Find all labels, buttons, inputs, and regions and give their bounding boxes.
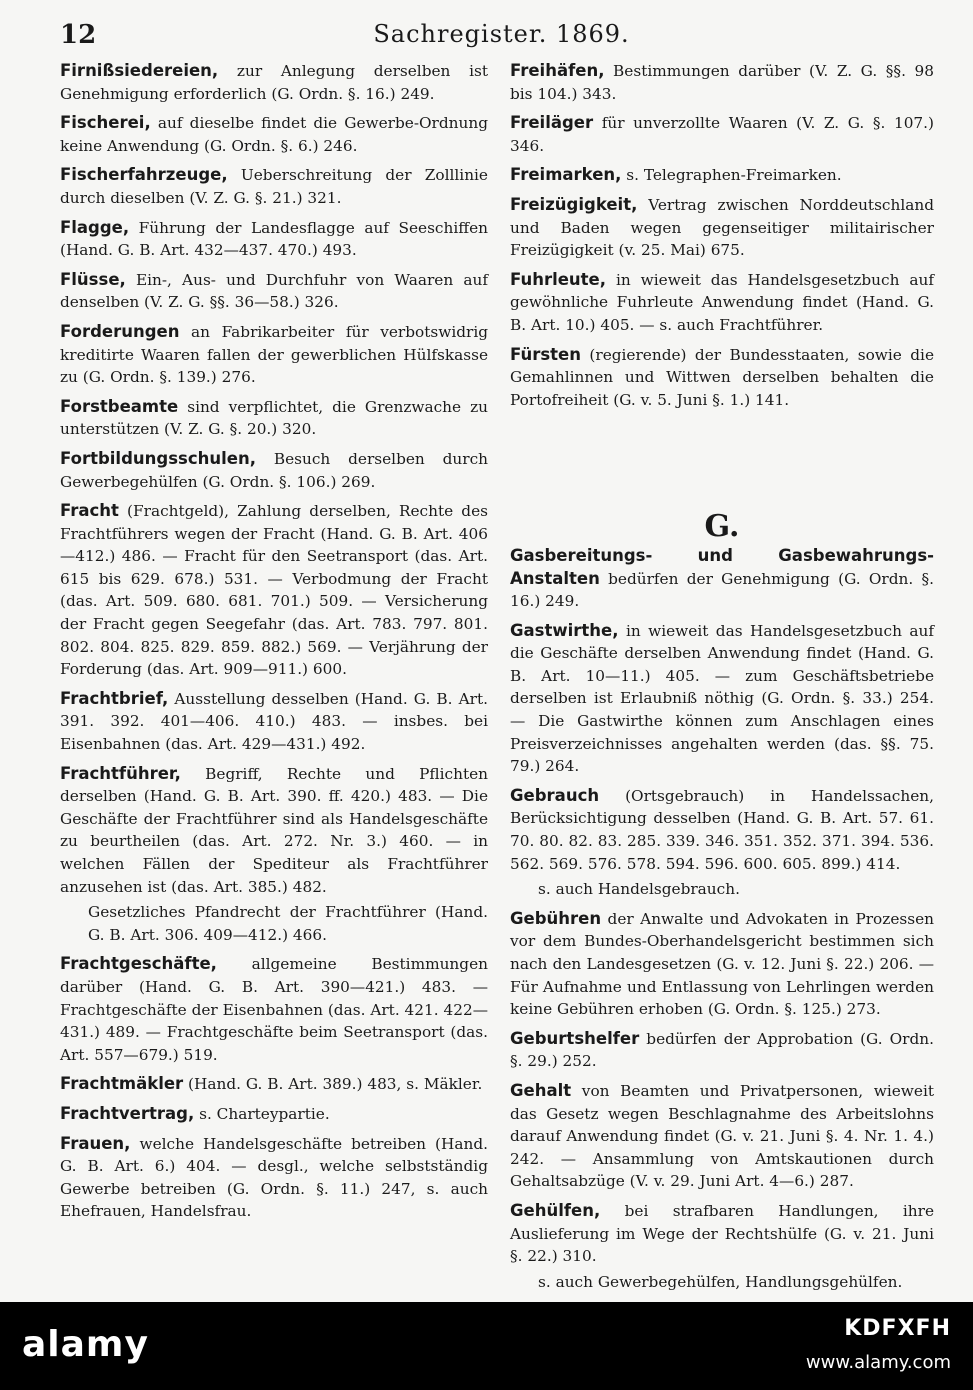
entry-keyword: Frauen,: [60, 1133, 131, 1153]
entry-text: Führung der Landesflagge auf Seeschiffen (Hand. G. B. Art. 432—437. 470.) 493.: [60, 218, 488, 260]
index-entry: [60, 217, 488, 262]
entry-text: zur Anlegung derselben ist Genehmigung erforderlich (G. Ordn. §. 16.) 249.: [60, 62, 488, 103]
left-column: [60, 60, 488, 1230]
index-entry: [510, 112, 934, 157]
index-entry: [510, 545, 934, 613]
right-entries-f: [510, 60, 934, 411]
entry-keyword: Fuhrleute,: [510, 269, 607, 289]
entry-text: s. auch Handelsgebrauch.: [538, 880, 740, 899]
entry-keyword: Flagge,: [60, 217, 130, 237]
entry-text: von Beamten und Privatpersonen, wieweit das Gesetz wegen Beschlagnahme des Arbeitslohns darauf Anwendung findet (G. v. 21. Juni §. 4. Nr. 1. 4.) 242. — Ansammlung von Amtskautionen durch Gehaltsabzüge (V. v. 29. Juni Art. 4—6.) 287.: [510, 1081, 934, 1191]
right-column: [510, 60, 934, 1323]
entry-keyword: Fischerfahrzeuge,: [60, 165, 228, 185]
index-entry: [60, 396, 488, 441]
index-entry: [510, 878, 934, 901]
entry-text: Gesetzliches Pfandrecht der Frachtführer (Hand. G. B. Art. 306. 409—412.) 466.: [88, 903, 488, 944]
entry-text: Besuch derselben durch Gewerbegehülfen (G. Ordn. §. 106.) 269.: [60, 449, 488, 491]
entry-keyword: Freimarken,: [510, 165, 622, 185]
entry-keyword: Frachtvertrag,: [60, 1103, 195, 1123]
index-entry: [60, 1133, 488, 1223]
entry-keyword: Gastwirthe,: [510, 620, 619, 640]
index-entry: [60, 60, 488, 105]
running-head: [60, 18, 943, 54]
entry-keyword: Gebrauch: [510, 785, 600, 805]
entry-text: bedürfen der Approbation (G. Ordn. §. 29.) 252.: [510, 1029, 934, 1071]
entry-keyword: Freihäfen,: [510, 61, 605, 80]
entry-text: an Fabrikarbeiter für verbotswidrig kreditirte Waaren fallen der gewerblichen Hülfskasse zu (G. Ordn. §. 139.) 276.: [60, 322, 488, 387]
entry-text: in wieweit das Handelsgesetzbuch auf gewöhnliche Fuhrleute Anwendung findet (Hand. G. B. Art. 10.) 405. — s. auch Frachtführer.: [510, 270, 934, 334]
index-entry: [510, 164, 934, 187]
entry-text: in wieweit das Handelsgesetzbuch auf die Geschäfte derselben Anwendung findet (Hand. G. B. Art. 10—11.) 405. — zum Geschäftsbetriebe derselben ist Erlaubniß nöthig (G. Ordn. §. 33.) 254. — Die Gastwirthe können zum Anschlagen eines Preisverzeichnisses angehalten werden (das. §§. 75. 79.) 264.: [510, 621, 934, 776]
entry-text: sind verpflichtet, die Grenzwache zu unterstützen (V. Z. G. §. 20.) 320.: [60, 397, 488, 439]
index-entry: [510, 908, 934, 1021]
entry-text: bei strafbaren Handlungen, ihre Auslieferung im Wege der Rechtshülfe (G. v. 21. Juni §. 22.) 310.: [510, 1201, 934, 1266]
index-entry: [60, 164, 488, 209]
entry-keyword: Geburtshelfer: [510, 1028, 640, 1048]
entry-keyword: Freizügigkeit,: [510, 194, 638, 214]
entry-text: s. auch Gewerbegehülfen, Handlungsgehülfen.: [538, 1272, 903, 1291]
index-entry: [60, 1103, 488, 1126]
watermark-code: KDFXFH: [844, 1316, 951, 1341]
entry-keyword: Fischerei,: [60, 113, 151, 133]
entry-keyword: Freiläger: [510, 113, 594, 133]
entry-keyword: Frachtführer,: [60, 763, 181, 783]
entry-text: s. Charteypartie.: [194, 1104, 330, 1123]
entry-text: der Anwalte und Advokaten in Prozessen vor dem Bundes-Oberhandelsgericht bestimmen sich nach den Landesgesetzen (G. v. 12. Juni §. 22.) 206. — Für Aufnahme und Entlassung von Lehrlingen werden keine Gebühren erhoben (G. Ordn. §. 125.) 273.: [510, 909, 934, 1019]
index-entry: [60, 269, 488, 314]
index-entry: [510, 785, 934, 875]
entry-text: Bestimmungen darüber (V. Z. G. §§. 98 bis 104.) 343.: [510, 62, 934, 103]
page-title: Sachregister. 1869.: [373, 20, 630, 48]
entry-text: (Hand. G. B. Art. 389.) 483, s. Mäkler.: [183, 1075, 483, 1094]
index-entry: [510, 1271, 934, 1294]
entry-keyword: Flüsse,: [60, 269, 126, 289]
index-entry: [510, 60, 934, 105]
entry-keyword: Forstbeamte: [60, 396, 179, 416]
letter-heading: G.: [704, 509, 740, 545]
index-entry: [60, 763, 488, 899]
index-entry: [60, 901, 488, 946]
entry-text: bedürfen der Genehmigung (G. Ordn. §. 16.) 249.: [510, 569, 934, 611]
index-entry: [510, 269, 934, 337]
entry-text: Ueberschreitung der Zolllinie durch dieselben (V. Z. G. §. 21.) 321.: [60, 166, 488, 207]
index-entry: [510, 1028, 934, 1073]
entry-text: auf dieselbe findet die Gewerbe-Ordnung keine Anwendung (G. Ordn. §. 6.) 246.: [60, 114, 488, 155]
index-entry: [60, 953, 488, 1066]
entry-keyword: Gebühren: [510, 908, 602, 928]
entry-text: Begriff, Rechte und Pflichten derselben (Hand. G. B. Art. 390. ff. 420.) 483. — Die Geschäfte der Frachtführer sind als Handelsgeschäfte zu beurtheilen (das. Art. 272. Nr. 3.) 460. — in welchen Fällen der Spediteur als Frachtführer anzusehen ist (das. Art. 385.) 482.: [60, 764, 488, 896]
entry-text: (regierende) der Bundesstaaten, sowie die Gemahlinnen und Wittwen derselben behalten die Portofreiheit (G. v. 5. Juni §. 1.) 141.: [510, 345, 934, 409]
entry-text: Ausstellung desselben (Hand. G. B. Art. 391. 392. 401—406. 410.) 483. — insbes. bei Eisenbahnen (das. Art. 429—431.) 492.: [60, 689, 488, 754]
watermark-bar: [0, 1302, 973, 1390]
entry-text: (Frachtgeld), Zahlung derselben, Rechte des Frachtführers wegen der Fracht (Hand. G. B. Art. 406—412.) 486. — Fracht für den Seetransport (das. Art. 615 bis 629. 678.) 531. — Verbodmung der Fracht (das. Art. 509. 680. 681. 701.) 509. — Versicherung der Fracht gegen Seegefahr (das. Art. 783. 797. 801. 802. 804. 825. 829. 859. 882.) 569. — Verjährung der Forderung (das. Art. 909—911.) 600.: [60, 502, 488, 679]
index-entry: [60, 321, 488, 389]
entry-keyword: Fracht: [60, 501, 119, 521]
watermark-brand: alamy: [22, 1324, 149, 1365]
page-number: 12: [60, 20, 97, 50]
index-entry: [510, 194, 934, 262]
index-entry: [60, 500, 488, 681]
index-entry: [60, 688, 488, 756]
entry-text: für unverzollte Waaren (V. Z. G. §. 107.) 346.: [510, 114, 934, 155]
entry-text: welche Handelsgeschäfte betreiben (Hand. G. B. Art. 6.) 404. — desgl., welche selbstständig Gewerbe betreiben (G. Ordn. §. 11.) 247, s. auch Ehefrauen, Handelsfrau.: [60, 1134, 488, 1221]
index-entry: [510, 1200, 934, 1268]
entry-keyword: Gasbereitungs- und Gasbewahrungs-Anstalten: [510, 545, 934, 588]
index-entry: [510, 1080, 934, 1193]
index-entry: [60, 1073, 488, 1096]
entry-keyword: Gehalt: [510, 1080, 572, 1100]
right-entries-g: [510, 545, 934, 1293]
entry-keyword: Frachtbrief,: [60, 688, 169, 708]
entry-text: Vertrag zwischen Norddeutschland und Baden wegen gegenseitiger militairischer Freizügigkeit (v. 25. Mai) 675.: [510, 195, 934, 260]
index-entry: [60, 448, 488, 493]
entry-text: allgemeine Bestimmungen darüber (Hand. G. B. Art. 390—421.) 483. — Frachtgeschäfte der Eisenbahnen (das. Art. 421. 422—431.) 489. — Frachtgeschäfte beim Seetransport (das. Art. 557—679.) 519.: [60, 955, 488, 1064]
index-entry: [510, 344, 934, 412]
entry-keyword: Fortbildungsschulen,: [60, 448, 256, 468]
entry-keyword: Firnißsiedereien,: [60, 61, 219, 80]
entry-keyword: Frachtgeschäfte,: [60, 954, 217, 974]
entry-text: s. Telegraphen-Freimarken.: [621, 166, 842, 185]
entry-keyword: Fürsten: [510, 344, 581, 364]
entry-text: (Ortsgebrauch) in Handelssachen, Berücksichtigung desselben (Hand. G. B. Art. 57. 61. 70. 80. 82. 83. 285. 339. 346. 351. 352. 371. 394. 536. 562. 569. 576. 578. 594. 596. 600. 605. 899.) 414.: [510, 786, 934, 873]
entry-text: Ein-, Aus- und Durchfuhr von Waaren auf denselben (V. Z. G. §§. 36—58.) 326.: [60, 270, 488, 312]
entry-keyword: Frachtmäkler: [60, 1074, 184, 1094]
entry-keyword: Gehülfen,: [510, 1200, 601, 1220]
watermark-url: www.alamy.com: [805, 1352, 951, 1373]
index-entry: [510, 620, 934, 778]
index-entry: [60, 112, 488, 157]
entry-keyword: Forderungen: [60, 321, 180, 341]
